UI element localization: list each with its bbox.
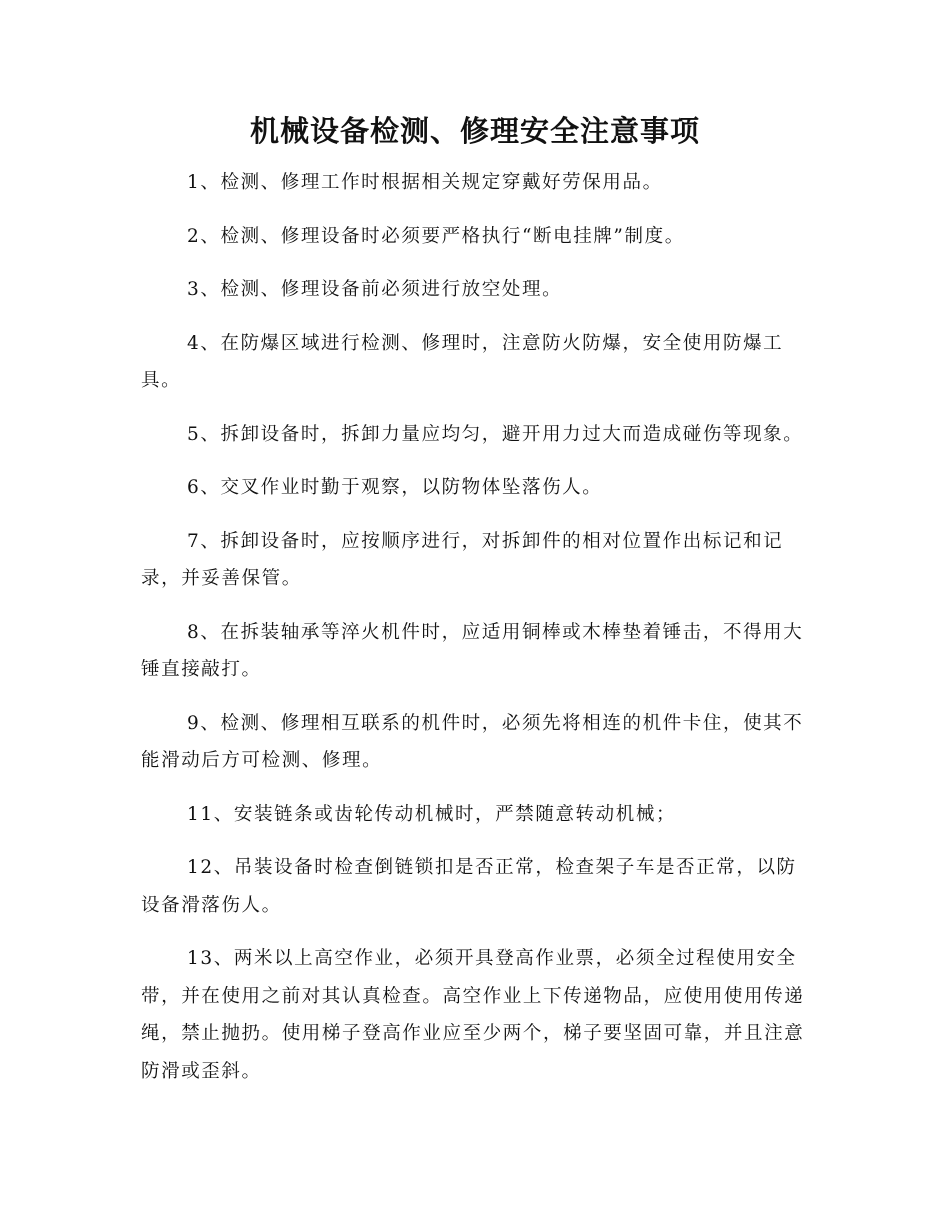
paragraph-4: 4、在防爆区域进行检测、修理时，注意防火防爆，安全使用防爆工具。 bbox=[141, 332, 784, 391]
paragraph-1: 1、检测、修理工作时根据相关规定穿戴好劳保用品。 bbox=[187, 172, 663, 193]
paragraph-11: 11、安装链条或齿轮传动机械时，严禁随意转动机械； bbox=[187, 803, 677, 825]
paragraph-7: 7、拆卸设备时，应按顺序进行，对拆卸件的相对位置作出标记和记录，并妥善保管。 bbox=[141, 530, 784, 589]
paragraph-9: 9、检测、修理相互联系的机件时，必须先将相连的机件卡住，使其不能滑动后方可检测、修理。 bbox=[141, 712, 804, 771]
paragraph-6: 6、交叉作业时勤于观察，以防物体坠落伤人。 bbox=[187, 477, 603, 498]
paragraph-5: 5、拆卸设备时，拆卸力量应均匀，避开用力过大而造成碰伤等现象。 bbox=[187, 423, 804, 445]
document-title: 机械设备检测、修理安全注意事项 bbox=[249, 114, 700, 148]
paragraph-8: 8、在拆装轴承等淬火机件时，应适用铜棒或木棒垫着锤击，不得用大锤直接敲打。 bbox=[141, 621, 804, 680]
paragraph-13: 13、两米以上高空作业，必须开具登高作业票，必须全过程使用安全带，并在使用之前对其认真检查。高空作业上下传递物品，应使用使用传递绳，禁止抛扔。使用梯子登高作业应至少两个，梯子要坚固可靠，并且注意防滑或歪斜。 bbox=[141, 948, 805, 1082]
paragraph-12: 12、吊装设备时检查倒链锁扣是否正常，检查架子车是否正常，以防设备滑落伤人。 bbox=[141, 857, 797, 916]
document-body bbox=[141, 164, 807, 1106]
paragraph-2: 2、检测、修理设备时必须要严格执行“断电挂牌”制度。 bbox=[187, 225, 685, 247]
paragraph-3: 3、检测、修理设备前必须进行放空处理。 bbox=[187, 279, 563, 300]
